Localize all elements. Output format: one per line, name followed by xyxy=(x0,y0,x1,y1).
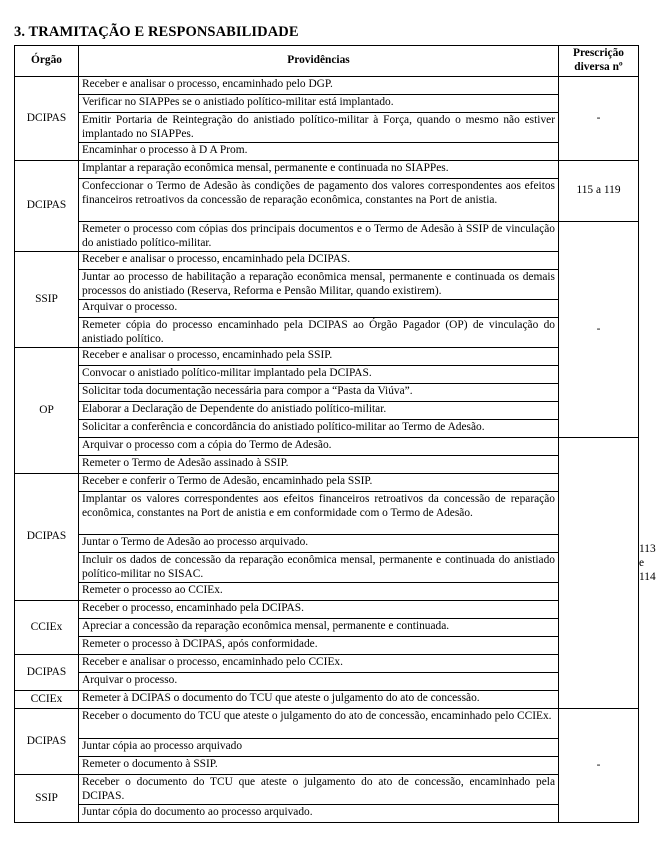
table-row xyxy=(15,535,639,553)
table-row xyxy=(15,161,639,179)
table-row xyxy=(15,348,639,366)
providencia-cell: Remeter à DCIPAS o documento do TCU que ateste o julgamento do ato de concessão. xyxy=(79,691,559,709)
providencia-cell: Receber e analisar o processo, encaminhado pela DCIPAS. xyxy=(79,252,559,270)
header-prescricao-line2: diversa nº xyxy=(574,61,623,73)
providencia-cell: Juntar cópia do documento ao processo arquivado. xyxy=(79,805,559,823)
providencia-cell: Remeter o documento à SSIP. xyxy=(79,757,559,775)
providencia-cell: Remeter o processo à DCIPAS, após conformidade. xyxy=(79,637,559,655)
table-row xyxy=(15,637,639,655)
table-row xyxy=(15,619,639,637)
table-row xyxy=(15,270,639,300)
orgao-cell: DCIPAS xyxy=(15,161,79,252)
providencia-cell: Implantar os valores correspondentes aos efeitos financeiros retroativos da concessão de reparação econômica, constantes na Port de anistia e em conformidade com o Termo de Adesão. xyxy=(79,492,559,535)
providencia-cell: Receber e conferir o Termo de Adesão, encaminhado pela SSIP. xyxy=(79,474,559,492)
orgao-cell: SSIP xyxy=(15,775,79,823)
table-row xyxy=(15,456,639,474)
orgao-cell: DCIPAS xyxy=(15,474,79,601)
table-row xyxy=(15,179,639,222)
table-row xyxy=(15,95,639,113)
providencia-cell: Elaborar a Declaração de Dependente do anistiado político-militar. xyxy=(79,402,559,420)
table-row xyxy=(15,709,639,739)
table-row xyxy=(15,113,639,143)
table-row xyxy=(15,143,639,161)
providencia-cell: Arquivar o processo. xyxy=(79,300,559,318)
prescricao-cell: - xyxy=(559,77,639,161)
table-row xyxy=(15,252,639,270)
header-prescricao xyxy=(559,46,639,77)
table-row xyxy=(15,438,639,456)
table-row xyxy=(15,739,639,757)
table-row xyxy=(15,691,639,709)
providencia-cell: Remeter o processo ao CCIEx. xyxy=(79,583,559,601)
table-row xyxy=(15,553,639,583)
table-row xyxy=(15,673,639,691)
orgao-cell: DCIPAS xyxy=(15,77,79,161)
providencia-cell: Receber e analisar o processo, encaminhado pelo CCIEx. xyxy=(79,655,559,673)
providencia-cell: Remeter o processo com cópias dos principais documentos e o Termo de Adesão à SSIP de vinculação do anistiado político-militar. xyxy=(79,222,559,252)
header-providencias: Providências xyxy=(79,46,559,77)
header-orgao: Órgão xyxy=(15,46,79,77)
orgao-cell: DCIPAS xyxy=(15,709,79,775)
table-row xyxy=(15,384,639,402)
table-row: Solicitar a conferência e concordância do anistiado político-militar ao Termo de Adesão. 113 e 114 xyxy=(15,420,639,438)
providencia-cell: Remeter cópia do processo encaminhado pela DCIPAS ao Órgão Pagador (OP) de vinculação do anistiado político. xyxy=(79,318,559,348)
orgao-cell: CCIEx xyxy=(15,691,79,709)
orgao-cell: DCIPAS xyxy=(15,655,79,691)
table-row xyxy=(15,757,639,775)
prescricao-cell: - xyxy=(559,222,639,438)
table-row xyxy=(15,805,639,823)
providencia-cell: Arquivar o processo. xyxy=(79,673,559,691)
providencia-cell: Encaminhar o processo à D A Prom. xyxy=(79,143,559,161)
header-prescricao-line1: Prescrição xyxy=(572,47,625,60)
prescricao-cell: - xyxy=(559,709,639,823)
table-row xyxy=(15,366,639,384)
prescricao-cell: 115 a 119 xyxy=(559,161,639,222)
table-row xyxy=(15,318,639,348)
providencia-cell: Implantar a reparação econômica mensal, permanente e continuada no SIAPPes. xyxy=(79,161,559,179)
providencia-cell: Apreciar a concessão da reparação econômica mensal, permanente e continuada. xyxy=(79,619,559,637)
table-row xyxy=(15,402,639,420)
providencia-cell: Juntar o Termo de Adesão ao processo arquivado. xyxy=(79,535,559,553)
table-row xyxy=(15,601,639,619)
orgao-cell: OP xyxy=(15,348,79,474)
table-header-row xyxy=(15,46,639,77)
providencia-cell: Confeccionar o Termo de Adesão às condições de pagamento dos valores correspondentes aos efeitos financeiros retroativos da concessão de reparação econômica, constantes na Port de anistia. xyxy=(79,179,559,222)
table-row xyxy=(15,583,639,601)
procedure-table xyxy=(14,45,656,823)
providencia-cell: Receber o documento do TCU que ateste o julgamento do ato de concessão, encaminhado pela DCIPAS. xyxy=(79,775,559,805)
table-row xyxy=(15,474,639,492)
providencia-cell: Receber o processo, encaminhado pela DCIPAS. xyxy=(79,601,559,619)
providencia-cell: Emitir Portaria de Reintegração do anistiado político-militar à Força, quando o mesmo não estiver implantado no SIAPPes. xyxy=(79,113,559,143)
table-row xyxy=(15,77,639,95)
providencia-cell: Arquivar o processo com a cópia do Termo de Adesão. xyxy=(79,438,559,456)
providencia-cell: Juntar ao processo de habilitação a reparação econômica mensal, permanente e continuada os demais processos do anistiado (Reserva, Reforma e Pensão Militar, quando existirem). xyxy=(79,270,559,300)
providencia-cell: Solicitar a conferência e concordância do anistiado político-militar ao Termo de Adesão. xyxy=(79,420,559,438)
section-title: 3. TRAMITAÇÃO E RESPONSABILIDADE xyxy=(14,24,299,40)
providencia-cell: Remeter o Termo de Adesão assinado à SSIP. xyxy=(79,456,559,474)
table-row xyxy=(15,300,639,318)
providencia-cell: Receber o documento do TCU que ateste o julgamento do ato de concessão, encaminhado pelo CCIEx. xyxy=(79,709,559,739)
providencia-cell: Verificar no SIAPPes se o anistiado político-militar está implantado. xyxy=(79,95,559,113)
table-row xyxy=(15,655,639,673)
table-row xyxy=(15,222,639,252)
providencia-cell: Convocar o anistiado político-militar implantado pela DCIPAS. xyxy=(79,366,559,384)
table-body xyxy=(15,77,656,823)
table-row xyxy=(15,492,639,535)
providencia-cell: Solicitar toda documentação necessária para compor a “Pasta da Viúva”. xyxy=(79,384,559,402)
providencia-cell: Incluir os dados de concessão da reparação econômica mensal, permanente e continuada do anistiado político-militar no SISAC. xyxy=(79,553,559,583)
providencia-cell: Receber e analisar o processo, encaminhado pela SSIP. xyxy=(79,348,559,366)
providencia-cell: Receber e analisar o processo, encaminhado pelo DGP. xyxy=(79,77,559,95)
orgao-cell: CCIEx xyxy=(15,601,79,655)
table-row xyxy=(15,775,639,805)
orgao-cell: SSIP xyxy=(15,252,79,348)
providencia-cell: Juntar cópia ao processo arquivado xyxy=(79,739,559,757)
